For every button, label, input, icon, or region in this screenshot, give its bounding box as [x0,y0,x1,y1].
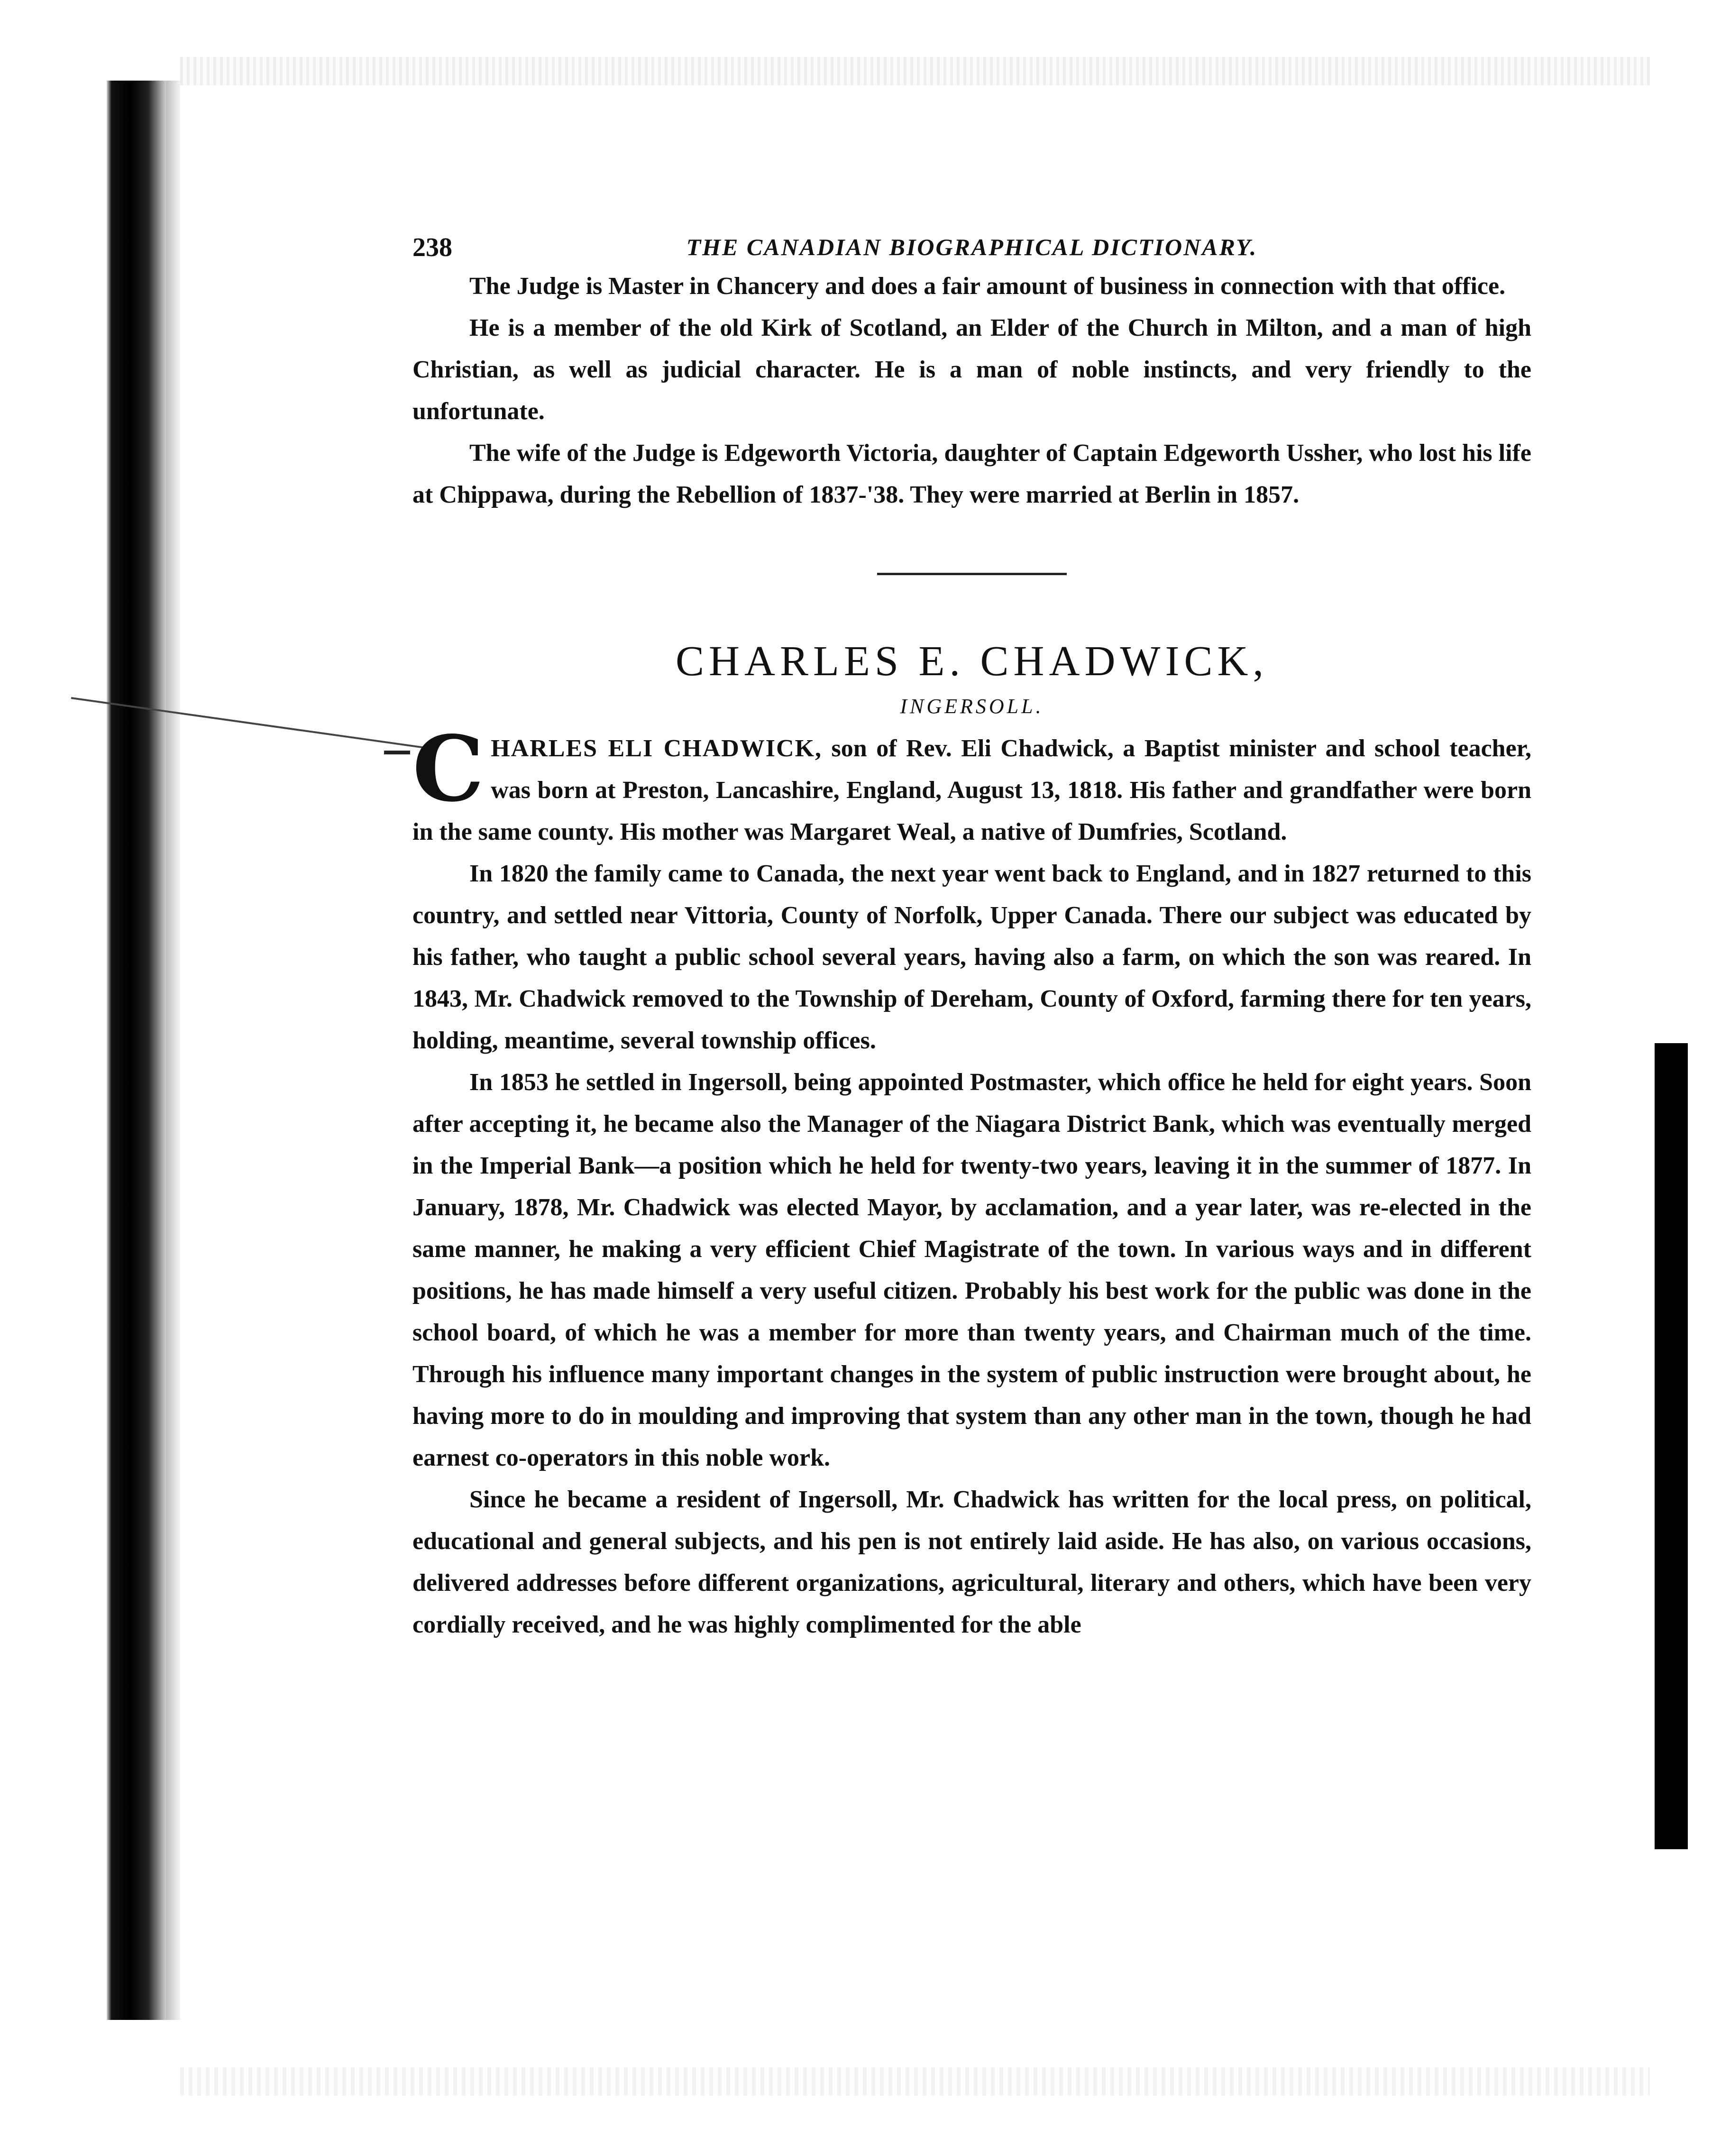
biography-location: INGERSOLL. [900,695,1044,718]
document-page [412,223,1531,1646]
biography-heading: CHARLES E. CHADWICK, [676,638,1268,685]
biography-paragraph-2: In 1853 he settled in Ingersoll, being appointed Postmaster, which office he held for eight years. Soon after accepting it, he became also the Manager of the Niagara District Bank, which was eventually merged in the Imperial Bank—a position which he held for twenty-two years, leaving it in the summer of 1877. In January, 1878, Mr. Chadwick was elected Mayor, by acclamation, and a year later, was re-elected in the same manner, he making a very efficient Chief Magistrate of the town. In various ways and in different positions, he has made himself a very useful citizen. Probably his best work for the public was done in the school board, of which he was a member for more than twenty years, and Chairman much of the time. Through his influence many important changes in the system of public instruction were brought about, he having more to do in moulding and improving that system than any other man in the town, though he had earnest co-operators in this noble work. [412,1069,1531,1471]
drop-cap: C [412,716,485,822]
running-head [412,223,1531,266]
margin-dash-mark [384,751,410,754]
biography-lead-paragraph [412,716,1531,853]
scan-noise-bottom [180,2067,1650,2096]
biography-paragraph-1: In 1820 the family came to Canada, the next year went back to England, and in 1827 returned to this country, and settled near Vittoria, County of Norfolk, Upper Canada. There our subject was educated by his father, who taught a public school several years, having also a farm, on which the son was reared. In 1843, Mr. Chadwick removed to the Township of Dereham, County of Oxford, farming there for ten years, holding, meantime, several township offices. [412,860,1531,1054]
biography-body [412,716,1531,1646]
scan-shadow-left-fade [166,81,180,2020]
judge-paragraph-3: The wife of the Judge is Edgeworth Victoria, daughter of Captain Edgeworth Ussher, who lost his life at Chippawa, during the Rebellion of 1837-'38. They were married at Berlin in 1857. [412,440,1531,508]
biography-paragraph-3: Since he became a resident of Ingersoll, Mr. Chadwick has written for the local press, on political, educational and general subjects, and his pen is not entirely laid aside. He has also, on various occasions, delivered addresses before different organizations, agricultural, literary and others, which have been very cordially received, and he was highly complimented for the able [412,1486,1531,1638]
lead-first-words: HARLES ELI CHADWICK, [491,735,823,762]
judge-section [412,266,1531,516]
scan-shadow-right [1655,1043,1688,1849]
judge-paragraph-2: He is a member of the old Kirk of Scotland, an Elder of the Church in Milton, and a man of high Christian, as well as judicial character. He is a man of noble instincts, and very friendly to the unfortunate. [412,314,1531,425]
section-divider [877,573,1067,575]
scan-noise-top [180,57,1650,85]
judge-paragraph-1: The Judge is Master in Chancery and does a fair amount of business in connection with that office. [469,273,1506,300]
running-title: THE CANADIAN BIOGRAPHICAL DICTIONARY. [686,234,1258,260]
page-number: 238 [412,233,452,262]
scan-shadow-left [107,81,166,2020]
lead-text: son of Rev. Eli Chadwick, a Baptist minister and school teacher, was born at Preston, Lancashire, England, August 13, 1818. His father and grandfather were born in the same county. His mother was Margaret Weal, a native of Dumfries, Scotland. [412,735,1531,845]
